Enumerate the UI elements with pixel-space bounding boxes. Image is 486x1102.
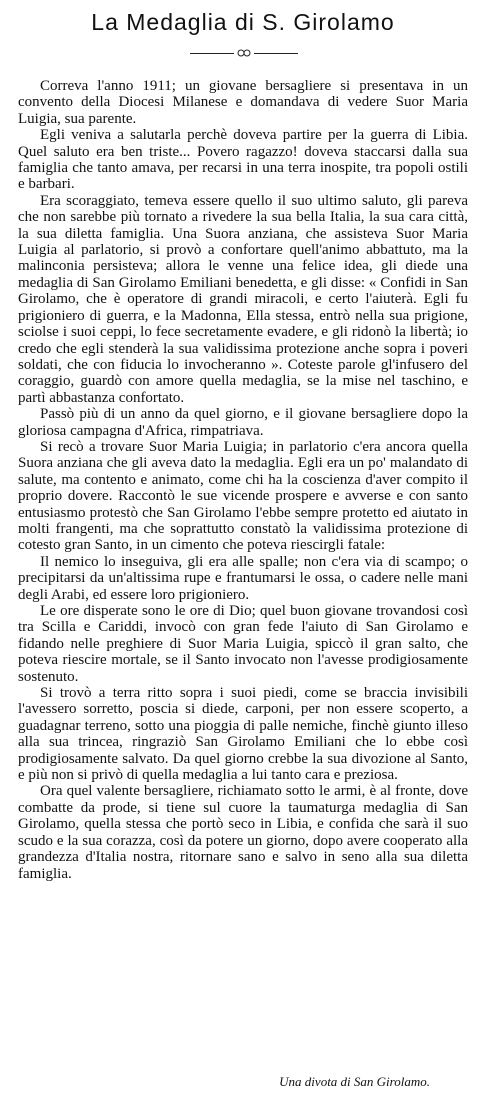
signature: Una divota di San Girolamo. [279,1074,430,1089]
ornament-loops-icon [236,48,252,58]
paragraph: Si recò a trovare Suor Maria Luigia; in parlatorio c'era ancora quella Suora anziana che gli aveva dato la medaglia. Egli era un po' malandato di salute, ma contento e animato, come chi ha la coscienza d'aver compito il proprio dovere. Raccontò le sue vicende prospere e avverse e con santo entusiasmo protestò che San Girolamo l'ebbe sempre protetto ed aiutato in molti frangenti, ma che soprattutto constatò la validissima protezione di cotesto gran Santo, in un cimento che poteva riescirgli fatale: [18,438,468,554]
paragraph: Correva l'anno 1911; un giovane bersagliere si presentava in un convento della Diocesi Milanese e domandava di vedere Suor Maria Luigia, sua parente. [18,78,468,127]
paragraph: Si trovò a terra ritto sopra i suoi piedi, come se braccia invisibili l'avessero sorretto, poscia si diede, carponi, per non essere scoperto, a guadagnar terreno, sotto una pioggia di palle nemiche, finchè giunto illeso alla sua trincea, ringraziò San Girolamo Emiliani che lo ebbe così prodigiosamente salvato. Da quel giorno crebbe la sua divozione al Santo, e più non si privò di quella medaglia a lui tanto cara e preziosa. [18,685,468,784]
paragraph: Era scoraggiato, temeva essere quello il suo ultimo saluto, gli pareva che non sarebbe più tornato a rivedere la sua bella Italia, la sua cara città, la sua diletta famiglia. Una Suora anziana, che assisteva Suor Maria Luigia al parlatorio, si provò a confortare quell'animo abbattuto, ma la malinconia persisteva; allora le venne una felice idea, gli diede una medaglia di San Girolamo Emiliani benedetta, e gli disse: « Confidi in San Girolamo, che è operatore di grandi miracoli, e certo l'aiuterà. Egli fu prigioniero di guerra, e la Madonna, Ella stessa, entrò nella sua prigione, sciolse i suoi ceppi, lo fece secretamente evadere, e gli ridonò la libertà; io credo che egli stenderà la sua validissima protezione anche sopra i poveri soldati, che con fiducia lo invocheranno ». Coteste parole gl'infusero del coraggio, guardò con amore quella medaglia, se la mise nel taschino, e partì abbastanza confortato. [18,192,468,406]
article-title: La Medaglia di S. Girolamo [91,9,395,35]
ornament-rule-right [254,53,298,54]
paragraph: Ora quel valente bersagliere, richiamato sotto le armi, è al fronte, dove combatte da prode, si tiene sul cuore la taumaturga medaglia di San Girolamo, quella stessa che portò seco in Libia, e confida che sarà il suo scudo e la sua corazza, così da potere un giorno, dopo avere cooperato alla grandezza d'Italia nostra, ritornare sano e salvo in seno alla sua diletta famiglia. [18,783,468,882]
title-ornament [190,48,298,58]
article-body [18,78,468,882]
ornament-rule-left [190,53,234,54]
paragraph: Le ore disperate sono le ore di Dio; quel buon giovane trovandosi così tra Scilla e Cariddi, invocò con gran fede l'aiuto di San Girolamo e fidando nelle preghiere di Suor Maria Luigia, spiccò il gran salto, che poteva riescire mortale, se il Santo invocato non l'avesse prodigiosamente sostenuto. [18,603,468,685]
paragraph: Egli veniva a salutarla perchè doveva partire per la guerra di Libia. Quel saluto era ben triste... Povero ragazzo! doveva staccarsi dalla sua famiglia che tanto amava, per recarsi in una terra inospite, tra popoli ostili e barbari. [18,127,468,193]
paragraph: Il nemico lo inseguiva, gli era alle spalle; non c'era via di scampo; o precipitarsi da un'altissima rupe e frantumarsi le ossa, o cadere nelle mani degli Arabi, ed essere loro prigioniero. [18,553,468,603]
paragraph: Passò più di un anno da quel giorno, e il giovane bersagliere dopo la gloriosa campagna d'Africa, rimpatriava. [18,406,468,439]
